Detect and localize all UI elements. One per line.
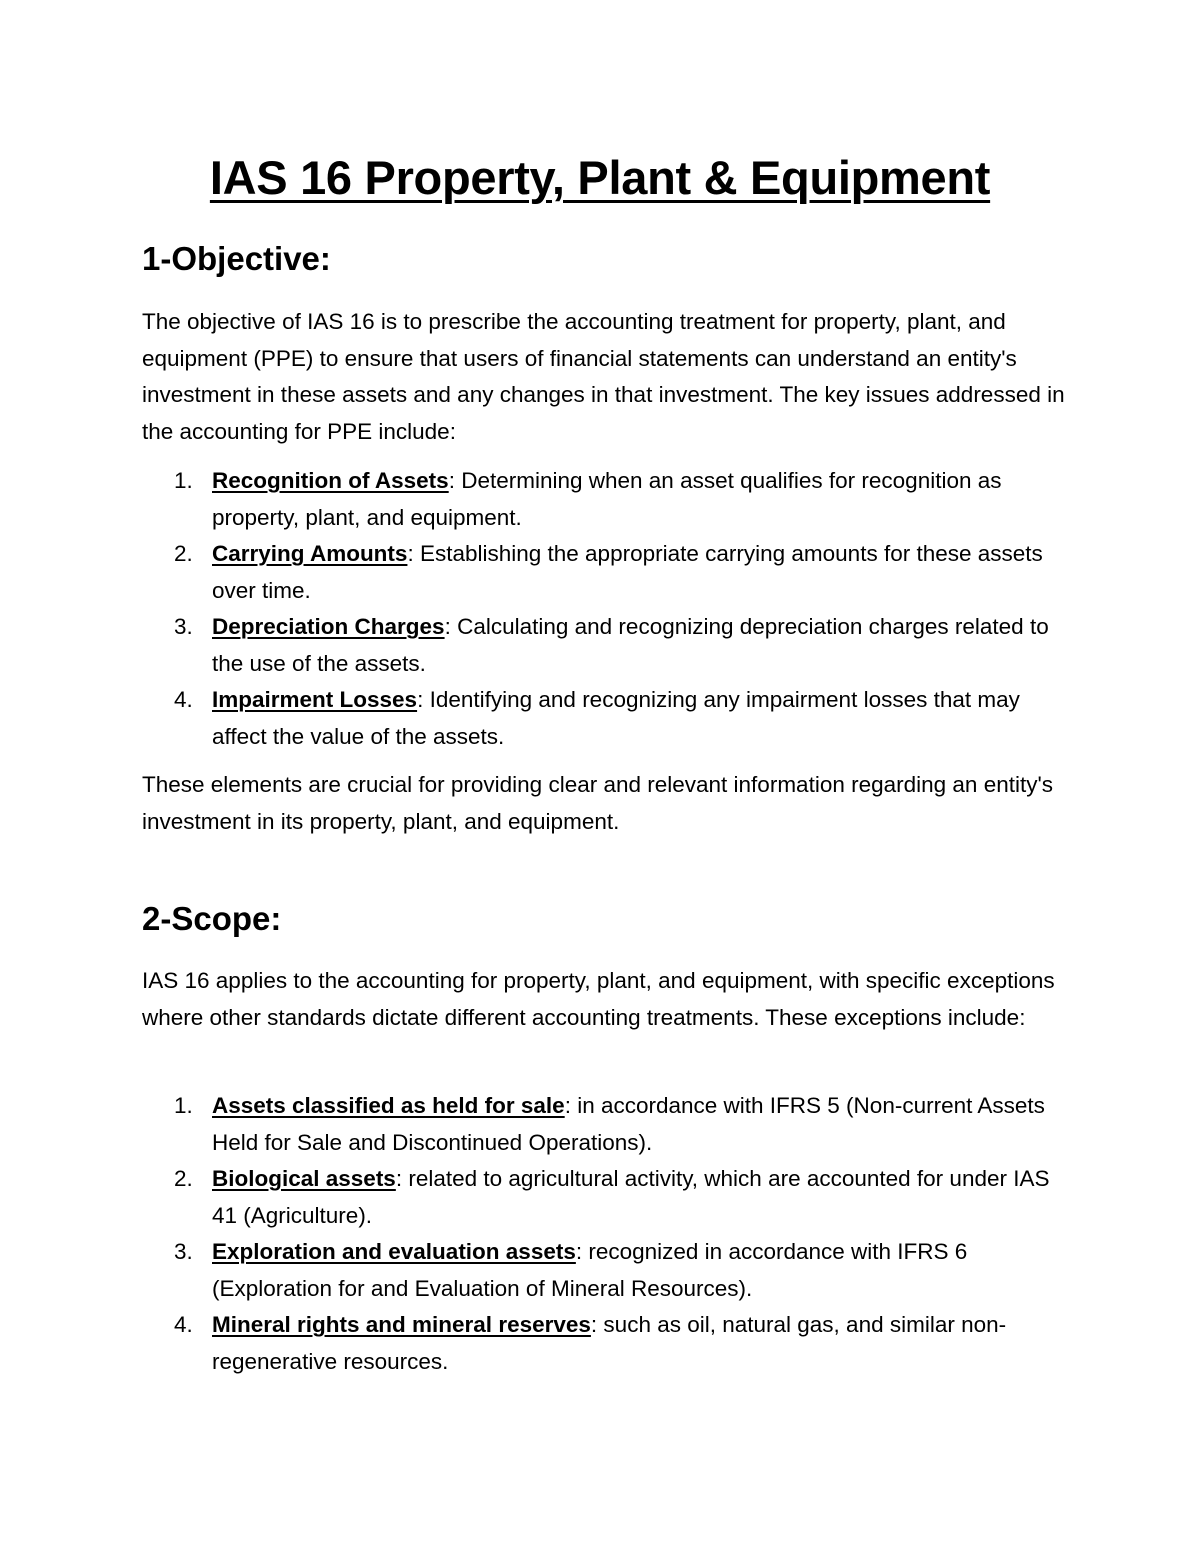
list-item-term: Depreciation Charges — [212, 614, 445, 639]
scope-list — [142, 1088, 1072, 1380]
list-item-text: : Calculating and recognizing depreciation charges related to the use of the assets. — [212, 614, 1049, 676]
list-item — [142, 1161, 1072, 1234]
objective-list — [142, 463, 1072, 755]
list-item-term: Carrying Amounts — [212, 541, 408, 566]
list-item-term: Biological assets — [212, 1166, 396, 1191]
list-item-number: 1. — [174, 468, 193, 493]
list-item — [142, 1307, 1072, 1380]
list-item-term: Exploration and evaluation assets — [212, 1239, 576, 1264]
list-item-text: : recognized in accordance with IFRS 6 (Exploration for and Evaluation of Mineral Resources). — [212, 1239, 968, 1301]
list-item-text: : Identifying and recognizing any impairment losses that may affect the value of the assets. — [212, 687, 1020, 749]
scope-intro-paragraph: IAS 16 applies to the accounting for property, plant, and equipment, with specific exceptions where other standards dictate different accounting treatments. These exceptions include: — [142, 968, 1055, 1030]
list-item — [142, 536, 1072, 609]
list-item-term: Assets classified as held for sale — [212, 1093, 565, 1118]
list-item — [142, 609, 1072, 682]
list-item-number: 1. — [174, 1093, 193, 1118]
list-item-term: Mineral rights and mineral reserves — [212, 1312, 591, 1337]
list-item-number: 2. — [174, 541, 193, 566]
list-item-text: : Establishing the appropriate carrying amounts for these assets over time. — [212, 541, 1043, 603]
list-item-text: : such as oil, natural gas, and similar non-regenerative resources. — [212, 1312, 1007, 1374]
objective-intro-paragraph: The objective of IAS 16 is to prescribe the accounting treatment for property, plant, and equipment (PPE) to ensure that users of financial statements can understand an entity's investment in these assets and any changes in that investment. The key issues addressed in the accounting for PPE include: — [142, 309, 1065, 444]
list-item-term: Impairment Losses — [212, 687, 418, 712]
list-item-text: : Determining when an asset qualifies for recognition as property, plant, and equipment. — [212, 468, 1002, 530]
list-item-number: 3. — [174, 614, 193, 639]
list-item-term: Recognition of Assets — [212, 468, 449, 493]
list-item — [142, 1088, 1072, 1161]
objective-closing-paragraph: These elements are crucial for providing clear and relevant information regarding an entity's investment in its property, plant, and equipment. — [142, 772, 1054, 834]
section-heading-objective: 1-Objective: — [142, 240, 331, 277]
section-heading-scope: 2-Scope: — [142, 900, 282, 937]
list-item-text: : in accordance with IFRS 5 (Non-current Assets Held for Sale and Discontinued Operations). — [212, 1093, 1045, 1155]
list-item-number: 3. — [174, 1239, 193, 1264]
list-item — [142, 682, 1072, 755]
list-item-number: 4. — [174, 687, 193, 712]
document-title: IAS 16 Property, Plant & Equipment — [209, 151, 991, 204]
list-item-number: 4. — [174, 1312, 193, 1337]
list-item-number: 2. — [174, 1166, 193, 1191]
list-item — [142, 1234, 1072, 1307]
list-item-text: : related to agricultural activity, which are accounted for under IAS 41 (Agriculture). — [212, 1166, 1050, 1228]
list-item — [142, 463, 1072, 536]
